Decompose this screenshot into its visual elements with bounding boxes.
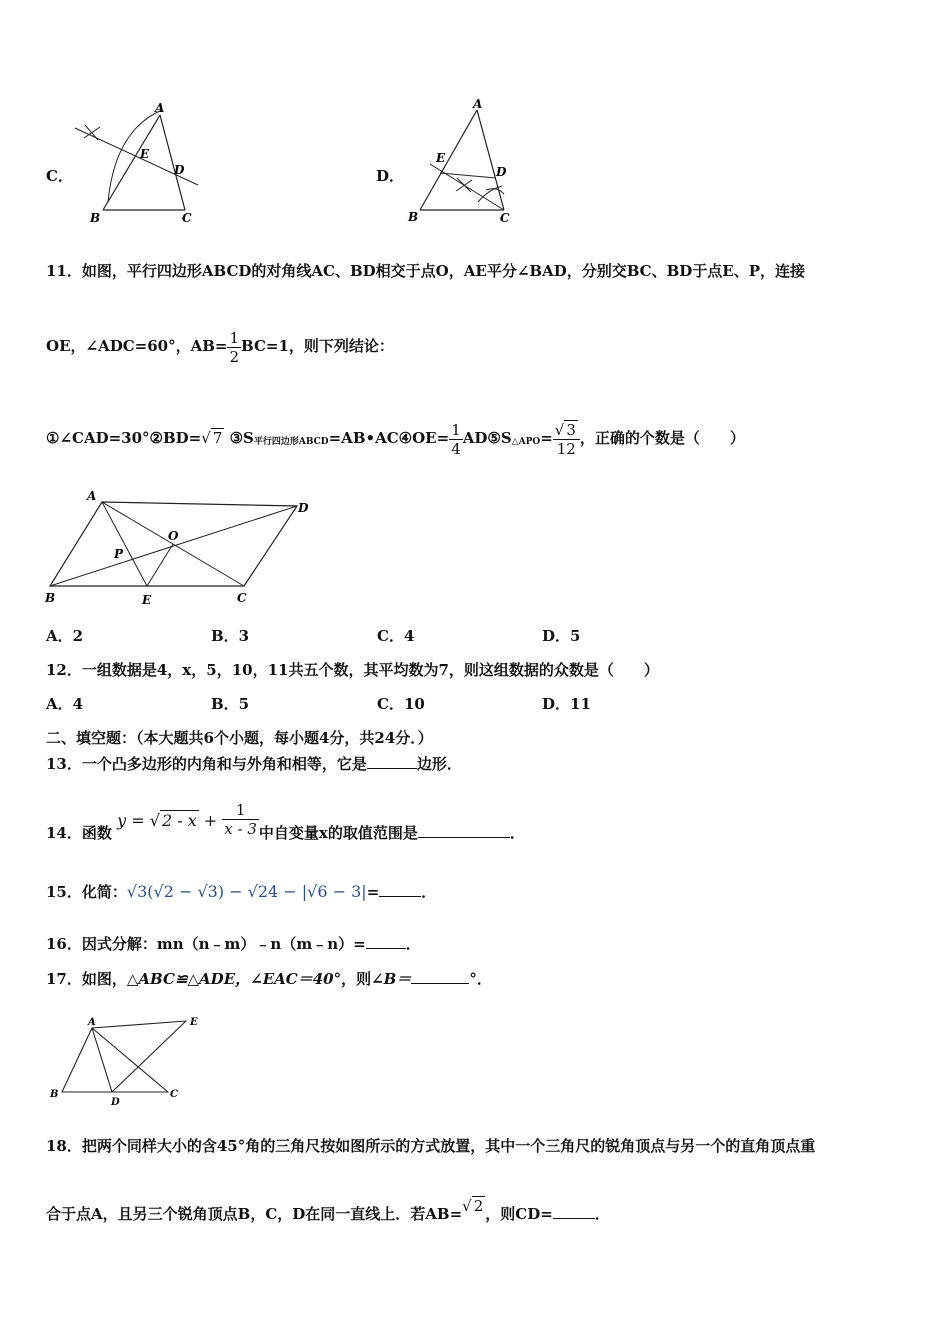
q11-sqrt-7: √ 7 xyxy=(201,429,223,447)
q16-answer-blank[interactable] xyxy=(366,933,406,949)
q15-expression: √3(√2 − √3) − √24 − |√6 − 3| xyxy=(126,882,367,901)
q11-fraction-half xyxy=(227,329,241,366)
q12-text: 12．一组数据是4，x，5，10，11共五个数，其平均数为7，则这组数据的众数是（ ） xyxy=(46,661,659,679)
q17-fig-label-d: D xyxy=(111,1097,120,1108)
fig-d-label-c: C xyxy=(500,211,510,225)
q12-option-a[interactable]: A．4 xyxy=(46,695,84,713)
q11-frac-den: 2 xyxy=(229,347,240,366)
fig-d-label-d: D xyxy=(496,165,507,179)
q14-fraction: $\frac{1}{x - 3}$ xyxy=(224,801,257,838)
option-c-label: C． xyxy=(46,167,73,185)
q17-fig-label-c: C xyxy=(170,1089,178,1100)
q18-line2-post: ，则CD= xyxy=(485,1205,553,1223)
q18-text-line1: 18．把两个同样大小的含45°角的三角尺按如图所示的方式放置，其中一个三角尺的锐角顶点与另一个的直角顶点重 xyxy=(46,1137,816,1155)
q14-post: 中自变量x的取值范围是 xyxy=(258,824,418,842)
q14-end: ． xyxy=(509,824,525,842)
q16-end: ． xyxy=(405,935,421,953)
q18-end: ． xyxy=(594,1205,610,1223)
q15-pre: 15．化简： xyxy=(46,883,127,901)
q17-end: °． xyxy=(469,970,492,988)
q11-line3-a: ①∠CAD=30°②BD= xyxy=(46,429,202,447)
q11-line2-pre: OE，∠ADC=60°，AB= xyxy=(46,337,228,355)
q11-line2-post: BC=1，则下列结论： xyxy=(241,337,394,355)
fig-c-label-a: A xyxy=(155,101,165,115)
q12-option-c[interactable]: C．10 xyxy=(377,695,425,713)
q11-fig-label-o: O xyxy=(168,529,179,543)
q14-y-eq: y = xyxy=(117,811,150,830)
q14-text xyxy=(46,790,525,864)
q11-fig-label-p: P xyxy=(114,547,124,561)
q14-answer-blank[interactable] xyxy=(418,822,510,838)
q18-answer-blank[interactable] xyxy=(553,1203,595,1219)
q18-line2-pre: 合于点A，且另三个锐角顶点B，C，D在同一直线上．若AB= xyxy=(46,1205,463,1223)
q12-option-d[interactable]: D．11 xyxy=(542,695,591,713)
fig-c-label-e: E xyxy=(140,147,150,161)
q17-answer-blank[interactable] xyxy=(411,968,469,984)
q10-figure-c xyxy=(70,100,205,228)
q17-math: △ABC≌△ADE，∠EAC＝40° xyxy=(126,970,342,988)
q10-figure-d xyxy=(400,98,525,228)
q15-end: ． xyxy=(421,883,437,901)
q11-sub-parallelogram: 平行四边形ABCD xyxy=(253,437,329,447)
q11-sub-apo: △APO xyxy=(511,437,541,447)
q11-fig-label-b: B xyxy=(45,591,56,605)
q16-body: 16．因式分解：mn（n﹣m）﹣n（m﹣n）= xyxy=(46,935,366,953)
q17-math2: ∠B＝ xyxy=(371,970,412,988)
q11-frac-num: 1 xyxy=(229,328,240,347)
q11-fig-label-c: C xyxy=(237,591,247,605)
q11-fraction-sqrt3-12: $\frac{√ 3}{12}$ xyxy=(553,421,580,458)
q13-text xyxy=(46,753,462,774)
q11-line3-c: =AB•AC④OE= xyxy=(328,429,450,447)
q11-text-line2 xyxy=(46,326,394,366)
q11-line3-f: ，正确的个数是（ ） xyxy=(579,429,745,447)
q13-pre: 13．一个凸多边形的内角和与外角和相等，它是 xyxy=(46,755,367,773)
fig-c-label-d: D xyxy=(174,163,185,177)
q11-option-b[interactable]: B．3 xyxy=(211,627,250,645)
fig-d-label-e: E xyxy=(436,151,446,165)
fig-d-label-a: A xyxy=(473,98,483,111)
q11-line3-b: ③S xyxy=(229,429,254,447)
q15-text xyxy=(46,878,436,906)
q16-text xyxy=(46,933,421,954)
q14-pre: 14．函数 xyxy=(46,824,112,842)
q11-fig-label-a: A xyxy=(87,489,97,503)
q11-option-a[interactable]: A．2 xyxy=(46,627,84,645)
fig-d-label-b: B xyxy=(408,210,419,224)
q14-sqrt: √ 2 - x xyxy=(149,811,197,830)
section-2-heading: 二、填空题：（本大题共6个小题，每小题4分，共24分．） xyxy=(46,729,433,747)
q11-option-d[interactable]: D．5 xyxy=(542,627,581,645)
q13-post: 边形． xyxy=(416,755,462,773)
q17-fig-label-e: E xyxy=(190,1017,198,1028)
q17-text xyxy=(46,968,492,989)
q11-parallelogram-figure xyxy=(42,488,314,610)
fig-c-label-c: C xyxy=(182,211,192,225)
q11-line3-d: AD⑤S xyxy=(462,429,512,447)
fig-c-label-b: B xyxy=(90,211,101,225)
q17-pre: 17．如图， xyxy=(46,970,127,988)
q18-text-line2 xyxy=(46,1186,610,1234)
q11-line3-e: = xyxy=(540,429,553,447)
q17-triangle-figure xyxy=(46,1012,206,1108)
q17-fig-label-a: A xyxy=(88,1017,96,1028)
q11-fraction-quarter: $\frac{1}{4}$ xyxy=(451,420,461,458)
q11-fig-label-d: D xyxy=(298,501,309,515)
q11-option-c[interactable]: C．4 xyxy=(377,627,415,645)
q17-mid: ，则 xyxy=(341,970,372,988)
q17-fig-label-b: B xyxy=(50,1089,59,1100)
q18-sqrt-2: √ 2 xyxy=(462,1197,484,1215)
option-d-label: D． xyxy=(376,167,405,185)
q13-answer-blank[interactable] xyxy=(367,753,417,769)
q15-answer-blank[interactable] xyxy=(379,881,421,897)
q14-plus: + xyxy=(198,811,223,830)
q11-text-line1: 11．如图，平行四边形ABCD的对角线AC、BD相交于点O，AE平分∠BAD，分别交BC、BD于点E、P，连接 xyxy=(46,262,806,280)
q15-eq: = xyxy=(366,883,380,901)
q11-text-line3 xyxy=(46,408,745,472)
q11-fig-label-e: E xyxy=(142,593,152,607)
q12-option-b[interactable]: B．5 xyxy=(211,695,250,713)
